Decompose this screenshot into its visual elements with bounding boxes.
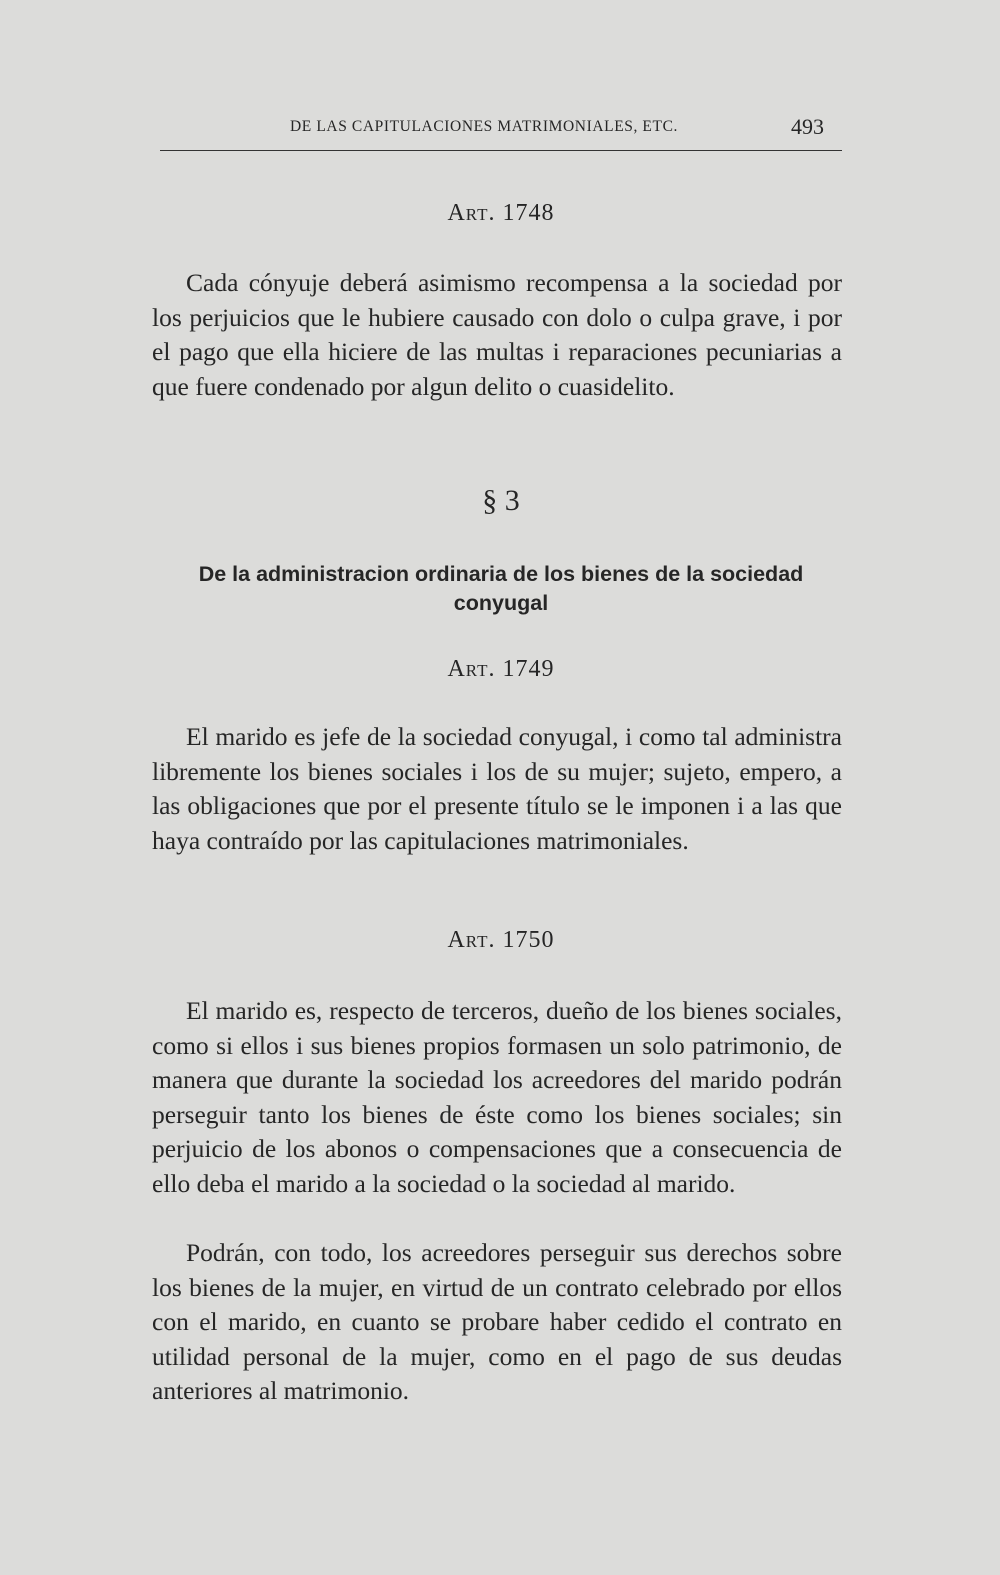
header-rule [160,150,842,151]
article-1750-paragraph-2: Podrán, con todo, los acreedores perseguir sus derechos sobre los bienes de la mujer, en virtud de un contrato celebrado por ellos con el marido, en cuanto se probare haber cedido el contrato en utilidad personal de la mujer, como en el pago de sus deudas anteriores al matrimonio. [152,1238,842,1405]
article-1749-heading: Art. 1749 [447,656,555,682]
section-title: De la administracion ordinaria de los bienes de la sociedad conyugal [198,562,804,615]
article-1748-heading: Art. 1748 [447,200,555,226]
article-1748-text: Cada cónyuje deberá asimismo recompensa a la sociedad por los perjuicios que le hubiere causado con dolo o culpa grave, i por el pago que ella hiciere de las multas i reparaciones pecuniarias a que fuere condenado por algun delito o cuasidelito. [152,268,842,401]
page-number: 493 [791,114,824,139]
running-title: DE LAS CAPITULACIONES MATRIMONIALES, ETC. [290,118,678,135]
section-mark: § 3 [482,484,520,517]
article-1750-paragraph-1: El marido es, respecto de terceros, dueño de los bienes sociales, como si ellos i sus bienes propios formasen un solo patrimonio, de manera que durante la sociedad los acreedores del marido podrán perseguir tanto los bienes de éste como los bienes sociales; sin perjuicio de los abonos o compensaciones que a consecuencia de ello deba el marido a la sociedad o la sociedad al marido. [152,996,842,1198]
article-1750-heading: Art. 1750 [447,927,555,953]
page-header [160,114,842,144]
article-1749-text: El marido es jefe de la sociedad conyugal, i como tal administra libremente los bienes sociales i los de su mujer; sujeto, empero, a las obligaciones que por el presente título se le imponen i a las que haya contraído por las capitulaciones matrimoniales. [152,722,842,855]
